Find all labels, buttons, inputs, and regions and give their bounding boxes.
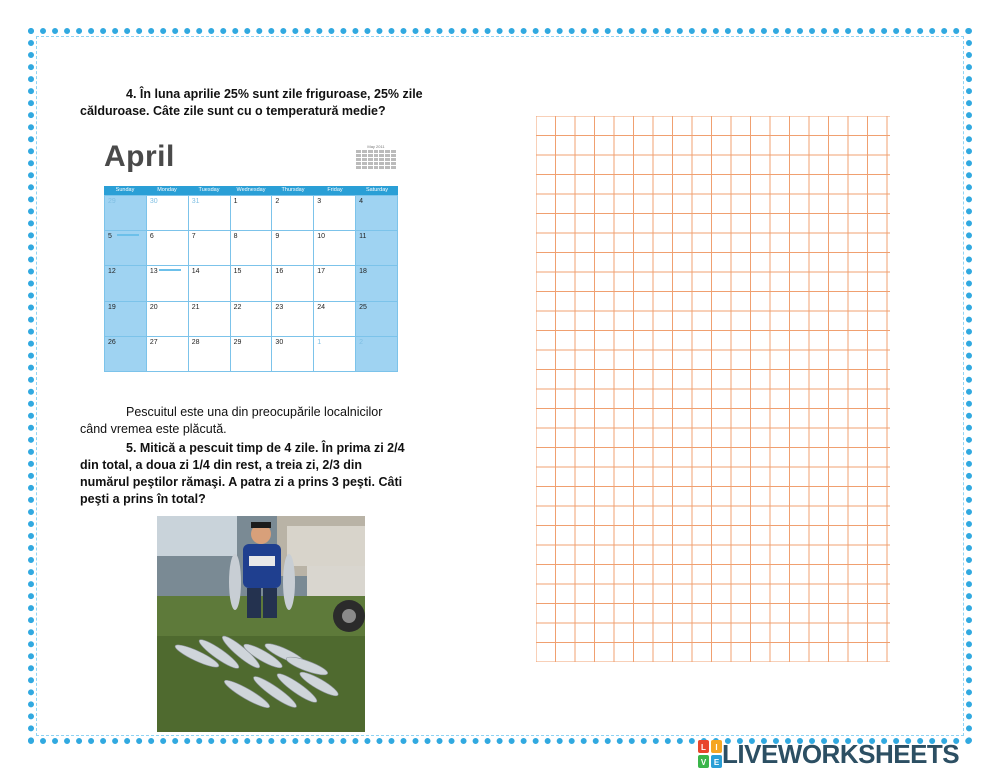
mini-calendar-cell (391, 166, 396, 169)
calendar-day (147, 266, 189, 301)
weekday-label: Friday (327, 187, 343, 193)
calendar-day-number: 4 (359, 198, 364, 205)
calendar-day (147, 196, 189, 231)
intro-text (80, 404, 460, 438)
calendar-day-number: 7 (191, 233, 196, 241)
calendar-day (314, 302, 356, 337)
calendar-day (105, 302, 147, 337)
liveworksheets-wordmark: LIVEWORKSHEETS (722, 738, 960, 769)
liveworksheets-logo (698, 738, 959, 770)
calendar-day (147, 302, 189, 337)
calendar-day-number: 30 (149, 198, 158, 205)
mini-calendar-cell (374, 158, 379, 161)
calendar-month: April (104, 140, 175, 173)
calendar-day-number: 9 (275, 233, 280, 241)
mini-calendar-cell (368, 158, 373, 161)
calendar-day-number: 29 (108, 198, 116, 205)
calendar-day (356, 196, 398, 231)
task5-line4: peşti a prins în total? (80, 492, 206, 506)
mini-calendar (356, 144, 396, 178)
task5-line2: din total, a doua zi 1/4 din rest, a treia zi, 2/3 din (80, 458, 363, 472)
calendar-day (189, 302, 231, 337)
calendar-day-number: 14 (191, 268, 200, 276)
mini-calendar-cell (385, 154, 390, 157)
calendar-day-number: 27 (149, 338, 158, 346)
calendar-day-number: 3 (317, 198, 322, 205)
badge-letter-l: L (701, 743, 706, 752)
task4-line2: călduroase. Câte zile sunt cu o temperatură medie? (80, 104, 386, 118)
mini-calendar-cell (356, 154, 361, 157)
mini-calendar-cell (362, 154, 367, 157)
task4-text (80, 86, 460, 120)
mini-calendar-cell (391, 154, 396, 157)
mini-calendar-cell (356, 162, 361, 165)
mini-calendar-grid (356, 150, 396, 169)
calendar-day (147, 337, 189, 372)
calendar-day (314, 196, 356, 231)
calendar-day (105, 266, 147, 301)
calendar-day-number: 2 (359, 338, 364, 346)
calendar-day (356, 337, 398, 372)
calendar-day (105, 231, 147, 266)
calendar-event-note (159, 269, 181, 271)
mini-calendar-cell (379, 150, 384, 153)
mini-calendar-cell (374, 162, 379, 165)
mini-calendar-cell (374, 154, 379, 157)
mini-calendar-cell (356, 166, 361, 169)
grid-paper (536, 116, 890, 662)
liveworksheets-badge-icon (698, 740, 722, 768)
mini-calendar-cell (385, 150, 390, 153)
calendar-day (314, 266, 356, 301)
calendar-day (189, 231, 231, 266)
mini-calendar-cell (379, 154, 384, 157)
calendar-day (231, 266, 273, 301)
calendar-grid (104, 195, 398, 372)
calendar-day (231, 302, 273, 337)
calendar-day (272, 302, 314, 337)
calendar-day-number: 1 (317, 338, 322, 346)
calendar-day-number: 25 (359, 303, 367, 311)
fishing-photo (157, 516, 365, 732)
weekday-label: Monday (157, 187, 177, 193)
mini-calendar-cell (379, 166, 384, 169)
mini-calendar-cell (379, 158, 384, 161)
calendar-day (356, 302, 398, 337)
calendar-event-note (117, 234, 139, 236)
calendar-day-number: 10 (317, 233, 326, 241)
calendar-day-number: 21 (191, 303, 200, 311)
task5-text (80, 440, 460, 508)
calendar-day (272, 231, 314, 266)
calendar-day-number: 12 (108, 268, 116, 276)
calendar-day-number: 29 (233, 338, 242, 346)
weekday-label: Saturday (365, 187, 388, 193)
calendar-day-number: 17 (317, 268, 326, 276)
mini-calendar-cell (362, 150, 367, 153)
mini-calendar-cell (362, 166, 367, 169)
mini-calendar-cell (385, 166, 390, 169)
mini-calendar-cell (356, 150, 361, 153)
mini-calendar-cell (362, 158, 367, 161)
calendar-day-number: 11 (359, 233, 367, 241)
calendar-day-number: 8 (233, 233, 238, 241)
calendar-day-number: 15 (233, 268, 242, 276)
fishing-photo-illustration (157, 516, 365, 732)
calendar-day-number: 20 (149, 303, 158, 311)
intro-line1: Pescuitul este una din preocupările localnicilor (126, 405, 383, 419)
task5-line1: 5. Mitică a pescuit timp de 4 zile. În prima zi 2/4 (126, 441, 405, 455)
calendar-day-number: 18 (359, 268, 367, 276)
calendar-day-number: 31 (191, 198, 200, 205)
mini-calendar-cell (374, 150, 379, 153)
calendar-weekday-header (104, 186, 398, 195)
calendar-day-number: 6 (149, 233, 154, 241)
calendar-day (272, 337, 314, 372)
mini-calendar-cell (362, 162, 367, 165)
calendar-day (314, 231, 356, 266)
calendar-day (105, 196, 147, 231)
calendar-day-number: 2 (275, 198, 280, 205)
weekday-label: Sunday (115, 187, 135, 193)
badge-letter-v: V (700, 758, 707, 767)
calendar-day (147, 231, 189, 266)
mini-calendar-cell (368, 166, 373, 169)
calendar-day-number: 28 (191, 338, 200, 346)
mini-calendar-cell (368, 162, 373, 165)
mini-calendar-cell (379, 162, 384, 165)
mini-calendar-cell (374, 166, 379, 169)
mini-calendar-cell (368, 150, 373, 153)
badge-letter-i: I (715, 743, 718, 752)
calendar-day (105, 337, 147, 372)
calendar-day-number: 30 (275, 338, 284, 346)
calendar-day (356, 231, 398, 266)
calendar-day-number: 24 (317, 303, 326, 311)
calendar-day-number: 22 (233, 303, 242, 311)
mini-calendar-cell (368, 154, 373, 157)
calendar-day-number: 26 (108, 338, 116, 346)
calendar-day (189, 196, 231, 231)
weekday-label: Wednesday (236, 187, 266, 193)
calendar-day (356, 266, 398, 301)
calendar-day (314, 337, 356, 372)
mini-calendar-cell (385, 158, 390, 161)
calendar-day-number: 23 (275, 303, 284, 311)
calendar-day (231, 196, 273, 231)
calendar-day (189, 337, 231, 372)
mini-calendar-cell (391, 158, 396, 161)
calendar-day-number: 5 (108, 233, 112, 241)
april-calendar (104, 138, 398, 372)
calendar-day (189, 266, 231, 301)
calendar-day (272, 266, 314, 301)
weekday-label: Tuesday (198, 187, 220, 193)
intro-line2: când vremea este plăcută. (80, 422, 227, 436)
mini-calendar-title: May 2011 (367, 144, 385, 149)
task5-line3: numărul peştilor rămaşi. A patra zi a prins 3 peşti. Câti (80, 475, 403, 489)
task4-line1: 4. În luna aprilie 25% sunt zile friguroase, 25% zile (126, 87, 423, 101)
calendar-day (231, 231, 273, 266)
calendar-day (231, 337, 273, 372)
mini-calendar-cell (391, 162, 396, 165)
calendar-day-number: 1 (233, 198, 238, 205)
mini-calendar-cell (356, 158, 361, 161)
calendar-day (272, 196, 314, 231)
mini-calendar-cell (391, 150, 396, 153)
calendar-day-number: 13 (149, 268, 158, 276)
calendar-day-number: 16 (275, 268, 284, 276)
weekday-label: Thursday (281, 187, 305, 193)
badge-letter-e: E (713, 758, 720, 767)
mini-calendar-cell (385, 162, 390, 165)
calendar-day-number: 19 (108, 303, 116, 311)
